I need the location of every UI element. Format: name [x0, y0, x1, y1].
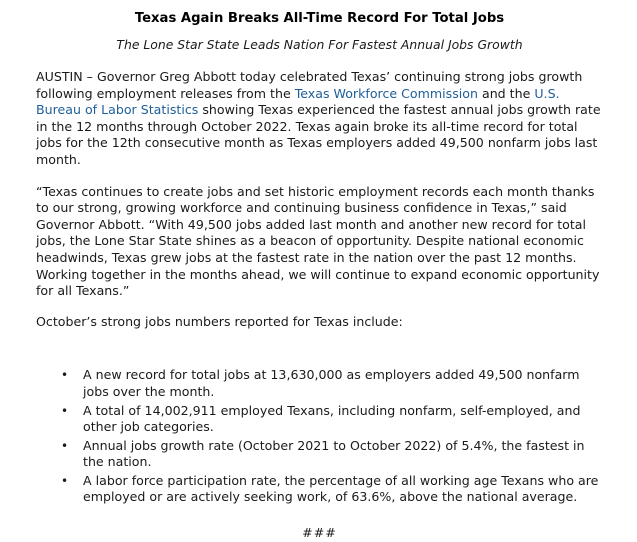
bureau-of-labor-statistics-link[interactable]: U.S. Bureau of Labor Statistics — [36, 85, 560, 118]
intro-text-3: showing Texas experienced the fastest annual jobs growth rate in the 12 months through October 2022. Texas again broke its all-time record for total jobs for the 12th consecutive month as Texas employers added 49,500 nonfarm jobs last month. — [36, 102, 601, 167]
list-item-text: Annual jobs growth rate (October 2021 to October 2022) of 5.4%, the fastest in the nation. — [83, 437, 585, 470]
intro-text-1: AUSTIN – Governor Greg Abbott today celebrated Texas’ continuing strong jobs growth following employment releases from the — [36, 69, 583, 101]
quote-paragraph: “Texas continues to create jobs and set historic employment records each month thanks to our strong, growing workforce and continuing business confidence in Texas,” said Governor Abbott. “With 49,500 jobs added last month and another new record for total jobs, the Lone Star State shines as a beacon of opportunity. Despite national economic headwinds, Texas grew jobs at the fastest rate in the nation over the past 12 months. Working together in the months ahead, we will continue to expand economic opportunity for all Texans.” — [36, 183, 600, 299]
intro-text-2: and the — [477, 85, 535, 101]
closing-mark: ### — [302, 525, 337, 541]
subheadline: The Lone Star State Leads Nation For Fastest Annual Jobs Growth — [116, 37, 523, 52]
list-item — [36, 367, 603, 400]
headline: Texas Again Breaks All-Time Record For Total Jobs — [134, 11, 505, 26]
list-item — [36, 403, 603, 436]
bullet-glyph: • — [61, 368, 69, 383]
bullet-glyph: • — [61, 403, 69, 418]
list-item — [36, 473, 603, 506]
bullet-glyph: • — [61, 473, 69, 488]
intro-paragraph — [36, 69, 603, 169]
list-item-text: A new record for total jobs at 13,630,000 as employers added 49,500 nonfarm jobs over the month. — [83, 367, 580, 399]
list-item-text: A labor force participation rate, the percentage of all working age Texans who are employed or are actively seeking work, of 63.6%, above the national average. — [83, 472, 599, 505]
bullet-glyph: • — [61, 438, 69, 453]
list-item-text: A total of 14,002,911 employed Texans, including nonfarm, self-employed, and other job categories. — [83, 402, 581, 435]
list-item — [36, 438, 603, 471]
jobs-bullet-list — [36, 367, 603, 506]
list-intro: October’s strong jobs numbers reported for Texas include: — [36, 313, 403, 329]
texas-workforce-commission-link[interactable]: Texas Workforce Commission — [294, 85, 478, 101]
